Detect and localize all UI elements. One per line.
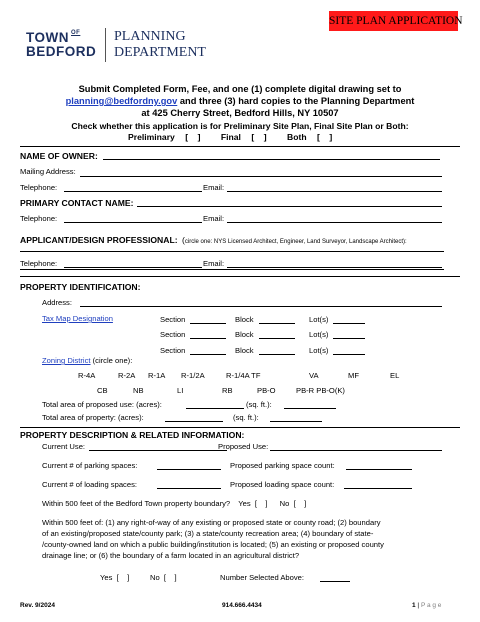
intro-line2 — [0, 96, 480, 106]
site-plan-badge: SITE PLAN APPLICATION — [329, 11, 458, 31]
opt-final: Final — [220, 132, 241, 142]
logo-town: TOWN — [26, 30, 69, 45]
proposed-area-label: Total area of proposed use: (acres): — [42, 400, 162, 409]
section-field-3[interactable] — [190, 354, 226, 355]
applicant-email-label: Email: — [203, 259, 225, 268]
para-line-2: of an existing/proposed state/county park; (3) a state/county recreation area; (4) boundary of state- — [42, 529, 374, 538]
intro-line1: Submit Completed Form, Fee, and one (1) complete digital drawing set to — [78, 84, 402, 94]
property-acres-field[interactable] — [165, 421, 223, 422]
footer-page — [412, 602, 441, 609]
block-label-1: Block — [235, 315, 254, 324]
proposed-use-label: Proposed Use: — [218, 442, 269, 451]
applicant-address-field[interactable] — [20, 269, 444, 270]
contact-title-wrap — [20, 198, 133, 208]
address-label: Address: — [42, 298, 72, 307]
applicant-tel-label: Telephone: — [20, 259, 58, 268]
para-line-3: /county-owned land on which a public building/institution is located; (5) an existing or proposed county — [42, 540, 384, 549]
parking-proposed-label: Proposed parking space count: — [230, 461, 335, 470]
property-sqft-label: (sq. ft.): — [233, 413, 259, 422]
proposed-sqft-label: (sq. ft.): — [246, 400, 272, 409]
para-line-1: Within 500 feet of: (1) any right-of-way of any existing or proposed state or county road; (2) boundary — [42, 518, 381, 527]
zoning-circle-one: (circle one): — [90, 356, 133, 365]
lots-field-2[interactable] — [333, 338, 365, 339]
loading-current-field[interactable] — [157, 488, 221, 489]
owner-email-field[interactable] — [227, 191, 442, 192]
divider-2 — [20, 276, 460, 277]
proposed-sqft-field[interactable] — [284, 408, 336, 409]
plan-type-options — [128, 132, 332, 142]
loading-current-label: Current # of loading spaces: — [42, 480, 137, 489]
block-field-1[interactable] — [259, 323, 295, 324]
proposed-use-field[interactable] — [270, 450, 442, 451]
owner-title-wrap — [20, 151, 98, 161]
current-use-label: Current Use: — [42, 442, 86, 451]
intro-line2-rest: and three (3) hard copies to the Planning Department — [177, 96, 415, 106]
contact-email-label: Email: — [203, 214, 225, 223]
parking-proposed-field[interactable] — [346, 469, 412, 470]
opt-preliminary: Preliminary — [128, 132, 175, 142]
applicant-tel-field[interactable] — [64, 267, 202, 268]
zone-cb[interactable]: CB — [97, 386, 108, 395]
divider-1 — [20, 146, 460, 147]
applicant-title: APPLICANT/DESIGN PROFESSIONAL: — [20, 235, 178, 245]
check-line: Check whether this application is for Preliminary Site Plan, Final Site Plan or Both: — [71, 121, 409, 131]
dept-line1: PLANNING — [114, 29, 186, 44]
section-label-1: Section — [160, 315, 186, 324]
zone-li[interactable]: LI — [177, 386, 184, 395]
loading-proposed-label: Proposed loading space count: — [230, 480, 335, 489]
logo-of: OF — [71, 30, 81, 36]
zoning-line — [42, 356, 132, 365]
checkbox-both[interactable]: [ ] — [316, 132, 333, 142]
logo-bedford: BEDFORD — [26, 44, 97, 59]
applicant-email-field[interactable] — [227, 267, 442, 268]
applicant-note: circle one: NYS Licensed Architect, Engineer, Land Surveyor, Landscape Architect): — [184, 239, 407, 245]
applicant-title-wrap — [20, 230, 407, 248]
contact-name-field[interactable] — [137, 206, 442, 207]
footer-phone: 914.666.4434 — [222, 602, 262, 609]
number-selected-field[interactable] — [320, 581, 350, 582]
property-area-label: Total area of property: (acres): — [42, 413, 144, 422]
number-selected-label: Number Selected Above: — [220, 573, 305, 582]
current-use-field[interactable] — [89, 450, 227, 451]
para-yes[interactable]: Yes [ ] — [100, 573, 130, 582]
property-title: PROPERTY IDENTIFICATION: — [20, 282, 141, 292]
section-label-2: Section — [160, 330, 186, 339]
para-line-4: drainage line; or (6) the boundary of a farm located in an agricultural district? — [42, 551, 300, 560]
page-number: 1 — [412, 602, 416, 609]
tax-map-link[interactable]: Tax Map Designation — [42, 314, 113, 323]
block-label-2: Block — [235, 330, 254, 339]
section-field-2[interactable] — [190, 338, 226, 339]
zone-va[interactable]: VA — [309, 371, 319, 380]
property-address-field[interactable] — [80, 306, 442, 307]
para-no[interactable]: No [ ] — [150, 573, 177, 582]
divider-3 — [20, 427, 460, 428]
header-divider — [105, 28, 106, 62]
zone-r4a[interactable]: R-4A — [78, 371, 96, 380]
zone-r14a-tf[interactable]: R-1/4A TF — [226, 371, 261, 380]
email-link[interactable]: planning@bedfordny.gov — [65, 96, 178, 106]
zone-r12a[interactable]: R-1/2A — [181, 371, 205, 380]
zone-pbo[interactable]: PB-O — [257, 386, 276, 395]
lots-field-1[interactable] — [333, 323, 365, 324]
lots-label-1: Lot(s) — [309, 315, 329, 324]
owner-title: NAME OF OWNER — [20, 151, 95, 161]
owner-name-field[interactable] — [103, 159, 440, 160]
checkbox-final[interactable]: [ ] — [251, 132, 267, 142]
contact-tel-label: Telephone: — [20, 214, 58, 223]
description-title: PROPERTY DESCRIPTION & RELATED INFORMATION: — [20, 430, 245, 440]
zoning-district-link[interactable]: Zoning District — [42, 356, 91, 365]
section-label-3: Section — [160, 346, 186, 355]
owner-tel-field[interactable] — [64, 191, 202, 192]
mailing-field[interactable] — [80, 176, 442, 177]
block-field-3[interactable] — [259, 354, 295, 355]
property-sqft-field[interactable] — [270, 421, 322, 422]
opt-both: Both — [287, 132, 307, 142]
zone-nb[interactable]: NB — [133, 386, 144, 395]
parking-current-field[interactable] — [157, 469, 221, 470]
footer-rev: Rev. 9/2024 — [20, 602, 55, 609]
block-field-2[interactable] — [259, 338, 295, 339]
contact-email-field[interactable] — [227, 222, 442, 223]
within-500-question — [42, 499, 306, 508]
loading-proposed-field[interactable] — [344, 488, 412, 489]
applicant-paren: ( — [182, 235, 185, 245]
lots-label-3: Lot(s) — [309, 346, 329, 355]
section-field-1[interactable] — [190, 323, 226, 324]
town-logo — [26, 30, 98, 64]
page-word: P a g e — [420, 602, 442, 609]
proposed-acres-field[interactable] — [186, 408, 244, 409]
intro-line3: at 425 Cherry Street, Bedford Hills, NY 10507 — [141, 108, 339, 118]
lots-field-3[interactable] — [333, 354, 365, 355]
zone-pbr-pbok[interactable]: PB-R PB-O(K) — [296, 386, 345, 395]
owner-colon: : — [94, 151, 98, 161]
contact-colon: : — [130, 198, 134, 208]
contact-tel-field[interactable] — [64, 222, 202, 223]
within-500-yes[interactable]: Yes [ ] — [238, 499, 268, 508]
zone-mf[interactable]: MF — [348, 371, 359, 380]
applicant-name-field[interactable] — [20, 251, 444, 252]
zone-el[interactable]: EL — [390, 371, 400, 380]
checkbox-preliminary[interactable]: [ ] — [185, 132, 201, 142]
mailing-label: Mailing Address: — [20, 167, 76, 176]
page-sep: | — [415, 602, 421, 609]
zone-r2a[interactable]: R-2A — [118, 371, 136, 380]
zone-r1a[interactable]: R-1A — [148, 371, 166, 380]
lots-label-2: Lot(s) — [309, 330, 329, 339]
owner-tel-label: Telephone: — [20, 183, 58, 192]
parking-current-label: Current # of parking spaces: — [42, 461, 138, 470]
dept-line2: DEPARTMENT — [114, 45, 206, 60]
zone-rb[interactable]: RB — [222, 386, 233, 395]
owner-email-label: Email: — [203, 183, 225, 192]
within-500-no[interactable]: No [ ] — [279, 499, 307, 508]
contact-title: PRIMARY CONTACT NAME — [20, 198, 131, 208]
within-500-text: Within 500 feet of the Bedford Town property boundary? — [42, 499, 231, 508]
block-label-3: Block — [235, 346, 254, 355]
